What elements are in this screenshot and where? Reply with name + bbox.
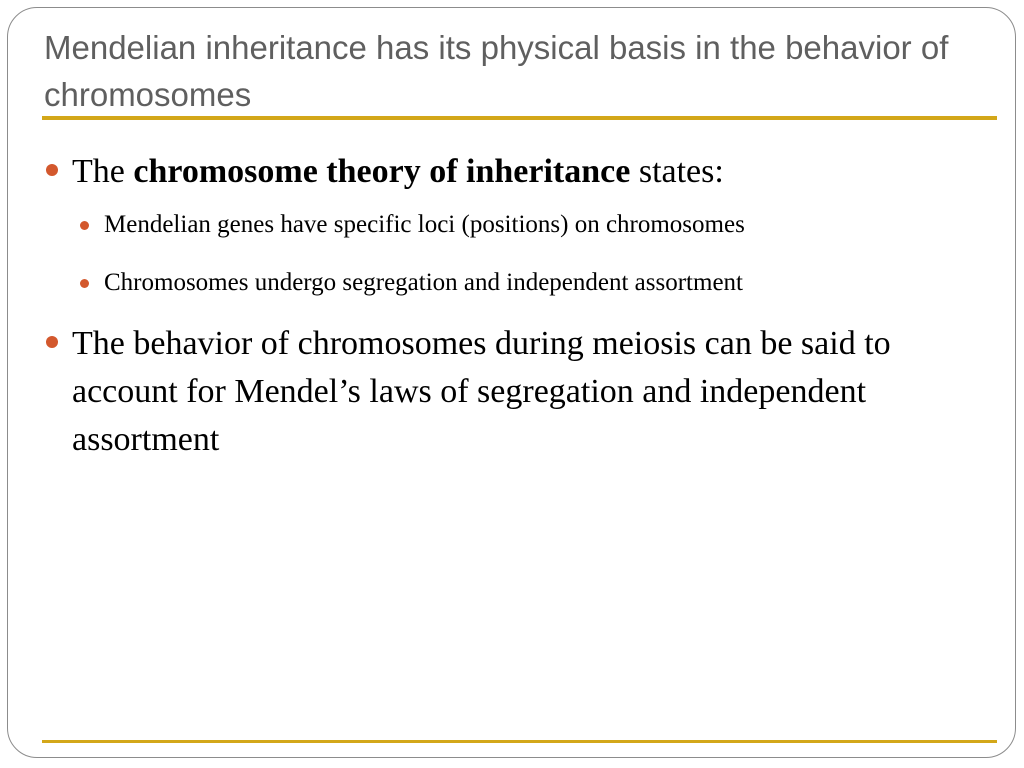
title-underline-rule [42,116,997,120]
bullet-bold-term: chromosome theory of inheritance [133,153,631,190]
bullet-dot-icon [46,336,58,348]
bullet-text-prefix: The [72,153,134,190]
sub-bullet-dot-icon [80,279,89,288]
sub-bullet-loci [80,208,966,242]
bullet-text-suffix: states: [630,153,724,190]
sub-bullet-text: Chromosomes undergo segregation and independent assortment [104,269,743,296]
bullet-meiosis-behavior [46,320,966,464]
bullet-dot-icon [46,164,58,176]
slide-body [46,148,966,464]
sub-bullet-segregation [80,266,966,300]
sub-bullet-dot-icon [80,221,89,230]
sub-bullet-text: Mendelian genes have specific loci (positions) on chromosomes [104,211,745,238]
slide-frame [7,7,1016,758]
footer-rule [42,740,997,743]
bullet-text: The behavior of chromosomes during meiosis can be said to account for Mendel’s laws of segregation and independent assortment [72,325,891,458]
slide-title: Mendelian inheritance has its physical basis in the behavior of chromosomes [44,29,949,113]
bullet-chromosome-theory [46,148,966,196]
